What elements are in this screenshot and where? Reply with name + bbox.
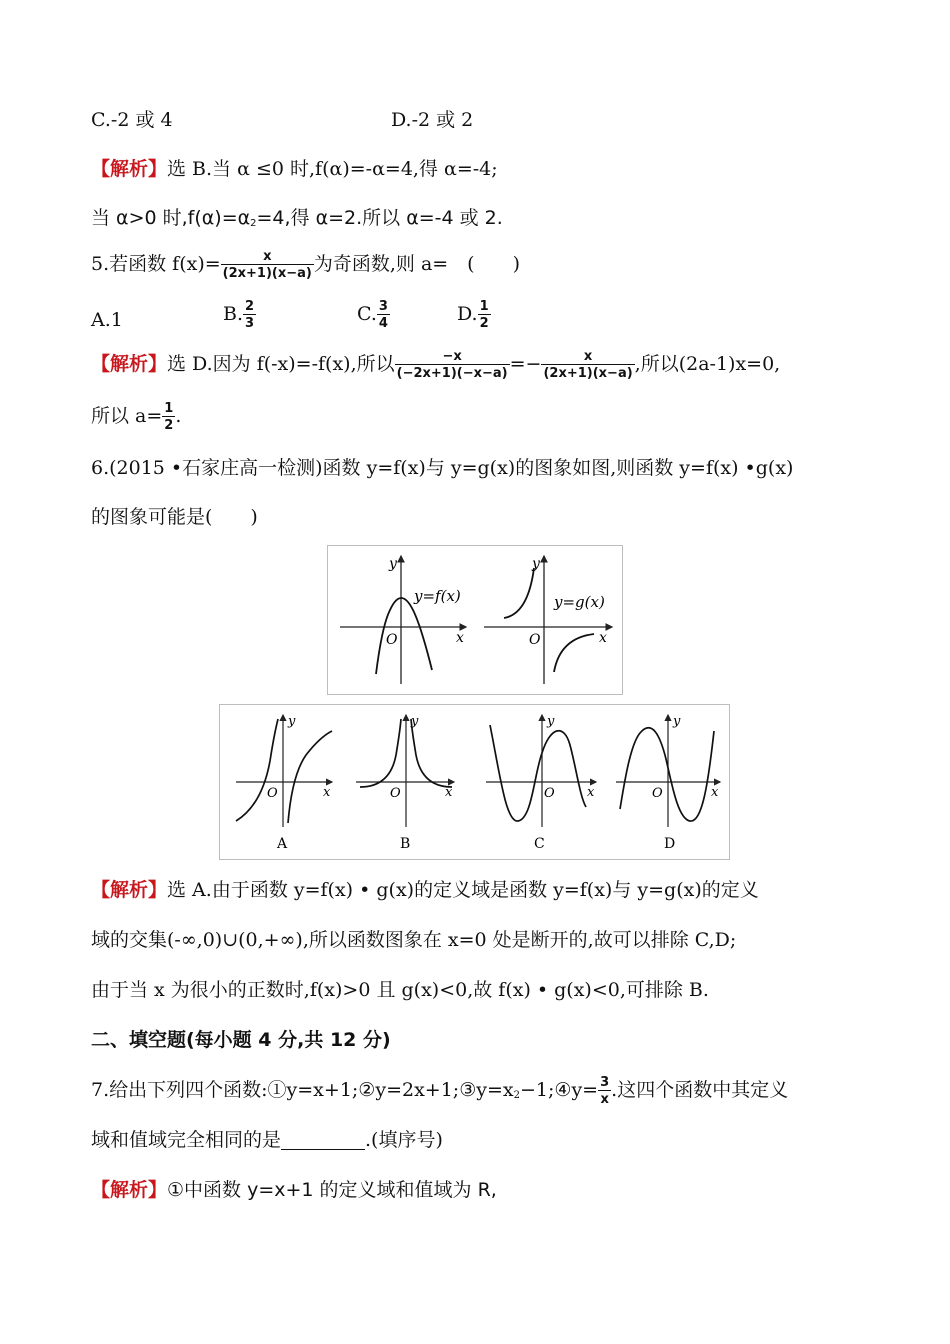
fraction-numerator: 1 — [164, 401, 174, 416]
q4-solution-line2 — [91, 204, 503, 238]
q4-solution-line1 — [91, 155, 498, 183]
origin-label: O — [529, 632, 541, 648]
fraction-numerator: 3 — [600, 1075, 610, 1090]
q5-solution-fraction-1 — [395, 350, 510, 380]
fraction-numerator: −x — [442, 349, 462, 364]
q6-options-figure — [219, 704, 730, 860]
fraction-denominator: 3 — [245, 316, 255, 331]
origin-label: O — [652, 786, 663, 801]
q6-solution-text: 选 A.由于函数 y=f(x) • g(x)的定义域是函数 y=f(x)与 y=g(x)的定义 — [167, 879, 759, 901]
fraction-denominator: x — [598, 1090, 611, 1106]
option-a-left-branch — [236, 719, 278, 821]
q6-stem-line2: 的图象可能是( ) — [91, 506, 258, 528]
fraction-numerator: 3 — [378, 299, 388, 314]
q5-stem — [91, 250, 520, 280]
axis-x-label: x — [587, 785, 595, 800]
q5-solution-text-b: ,所以(2a-1)x=0, — [634, 353, 781, 375]
option-c-label: C — [534, 836, 545, 852]
q6-options-svg — [220, 705, 729, 859]
q4-solution-line2-a: 当 α>0 时,f(α)=α — [91, 207, 251, 229]
q5-solution-line2-b: . — [175, 405, 182, 427]
option-d-graph — [616, 714, 720, 852]
fraction-denominator: 2 — [164, 418, 174, 433]
option-a-graph — [236, 714, 332, 852]
option-c-curve — [490, 725, 586, 821]
q4-solution-text: 选 B.当 α ≤0 时,f(α)=-α=4,得 α=-4; — [167, 158, 498, 180]
fraction-numerator: 2 — [245, 299, 255, 314]
q5-option-b-fraction — [243, 300, 256, 330]
solution-tag: 【解析】 — [91, 1179, 168, 1201]
q4-solution-superscript: 2 — [250, 218, 257, 229]
q5-stem-b: 为奇函数,则 a= ( ) — [313, 253, 521, 275]
q5-option-c — [357, 300, 390, 330]
solution-tag: 【解析】 — [91, 879, 168, 901]
fraction-denominator: 4 — [378, 316, 388, 331]
f-function-label: y=f(x) — [414, 587, 461, 605]
q7-stem-b: −1;④y= — [520, 1079, 599, 1101]
q5-solution-line1 — [91, 350, 780, 380]
option-b-left-branch — [360, 719, 401, 787]
q7-stem-a: 7.给出下列四个函数:①y=x+1;②y=2x+1;③y=x — [91, 1079, 514, 1101]
q5-solution-fraction-2 — [541, 350, 634, 380]
q7-solution-line1 — [91, 1176, 497, 1204]
option-b-right-branch — [411, 719, 452, 787]
q5-option-a: A.1 — [91, 309, 123, 331]
axis-y-label: y — [532, 556, 540, 572]
q7-stem-line1 — [91, 1076, 788, 1110]
q5-function-fraction — [221, 250, 314, 280]
q5-stem-a: 5.若函数 f(x)= — [91, 253, 221, 275]
axis-x-label: x — [599, 630, 607, 646]
g-curve-left-branch — [504, 568, 534, 618]
axis-y-label: y — [547, 714, 555, 729]
q5-option-b-label: B. — [223, 303, 244, 325]
q6-stem-line1: 6.(2015 •石家庄高一检测)函数 y=f(x)与 y=g(x)的图象如图,则函数 y=f(x) •g(x) — [91, 457, 794, 479]
q7-stem-line2-a: 域和值域完全相同的是 — [91, 1129, 282, 1151]
axis-y-label: y — [288, 714, 296, 729]
q7-stem-c: .这四个函数中其定义 — [611, 1079, 789, 1101]
axis-x-label: x — [445, 785, 453, 800]
option-d-label: D — [664, 836, 676, 852]
fraction-denominator: (2x+1)(x−a) — [222, 266, 312, 281]
q5-option-d-label: D. — [457, 303, 478, 325]
option-a-right-branch — [288, 731, 332, 823]
q6-given-graphs-figure — [327, 545, 623, 695]
q4-solution-line2-b: =4,得 α=2.所以 α=-4 或 2. — [256, 207, 503, 229]
q4-option-c: C.-2 或 4 — [91, 109, 173, 131]
origin-label: O — [267, 786, 278, 801]
q7-stem-line2-b: .(填序号) — [365, 1129, 443, 1151]
origin-label: O — [544, 786, 555, 801]
q7-stem-line2 — [91, 1126, 443, 1154]
axis-y-label: y — [389, 556, 397, 572]
option-a-label: A — [277, 836, 288, 852]
solution-tag: 【解析】 — [91, 158, 168, 180]
q6-solution-line3: 由于当 x 为很小的正数时,f(x)>0 且 g(x)<0,故 f(x) • g(x)<0,可排除 B. — [91, 979, 709, 1001]
fraction-denominator: (2x+1)(x−a) — [543, 366, 633, 381]
q7-solution-text: ①中函数 y=x+1 的定义域和值域为 R, — [167, 1179, 497, 1201]
q6-solution-line1 — [91, 876, 759, 904]
answer-blank[interactable] — [281, 1129, 365, 1150]
axis-y-label: y — [411, 714, 419, 729]
f-curve — [376, 598, 432, 674]
q7-fraction — [598, 1076, 611, 1106]
origin-label: O — [386, 632, 398, 648]
section-heading: 二、填空题(每小题 4 分,共 12 分) — [91, 1029, 391, 1051]
axis-x-label: x — [711, 785, 719, 800]
fraction-numerator: 1 — [479, 299, 489, 314]
q7-superscript: 2 — [513, 1090, 520, 1101]
q5-option-c-label: C. — [357, 303, 377, 325]
fraction-denominator: (−2x+1)(−x−a) — [396, 366, 508, 381]
axis-y-label: y — [673, 714, 681, 729]
f-graph-panel — [340, 556, 466, 684]
option-d-curve — [620, 728, 714, 821]
q5-option-c-fraction — [377, 300, 390, 330]
q5-option-b — [223, 300, 256, 330]
fraction-denominator: 2 — [479, 316, 489, 331]
q6-given-graphs-svg — [328, 546, 622, 694]
q5-option-d — [457, 300, 491, 330]
axis-x-label: x — [456, 630, 464, 646]
origin-label: O — [390, 786, 401, 801]
q5-solution-line2 — [91, 402, 181, 432]
q5-solution-equals: =− — [509, 353, 542, 375]
fraction-numerator: x — [263, 249, 272, 264]
solution-tag: 【解析】 — [91, 353, 168, 375]
option-b-label: B — [400, 836, 411, 852]
q5-option-d-fraction — [478, 300, 491, 330]
g-function-label: y=g(x) — [554, 593, 605, 611]
q4-option-d: D.-2 或 2 — [391, 109, 474, 131]
axis-x-label: x — [323, 785, 331, 800]
option-c-graph — [486, 714, 596, 852]
q6-solution-line2: 域的交集(-∞,0)∪(0,+∞),所以函数图象在 x=0 处是断开的,故可以排除 C,D; — [91, 929, 737, 951]
g-curve-right-branch — [554, 634, 594, 672]
q5-solution-answer-fraction — [162, 402, 175, 432]
q5-solution-line2-a: 所以 a= — [91, 405, 163, 427]
g-graph-panel — [484, 556, 612, 684]
option-b-graph — [356, 714, 454, 852]
fraction-numerator: x — [583, 349, 593, 364]
q5-solution-text-a: 选 D.因为 f(-x)=-f(x),所以 — [167, 353, 395, 375]
